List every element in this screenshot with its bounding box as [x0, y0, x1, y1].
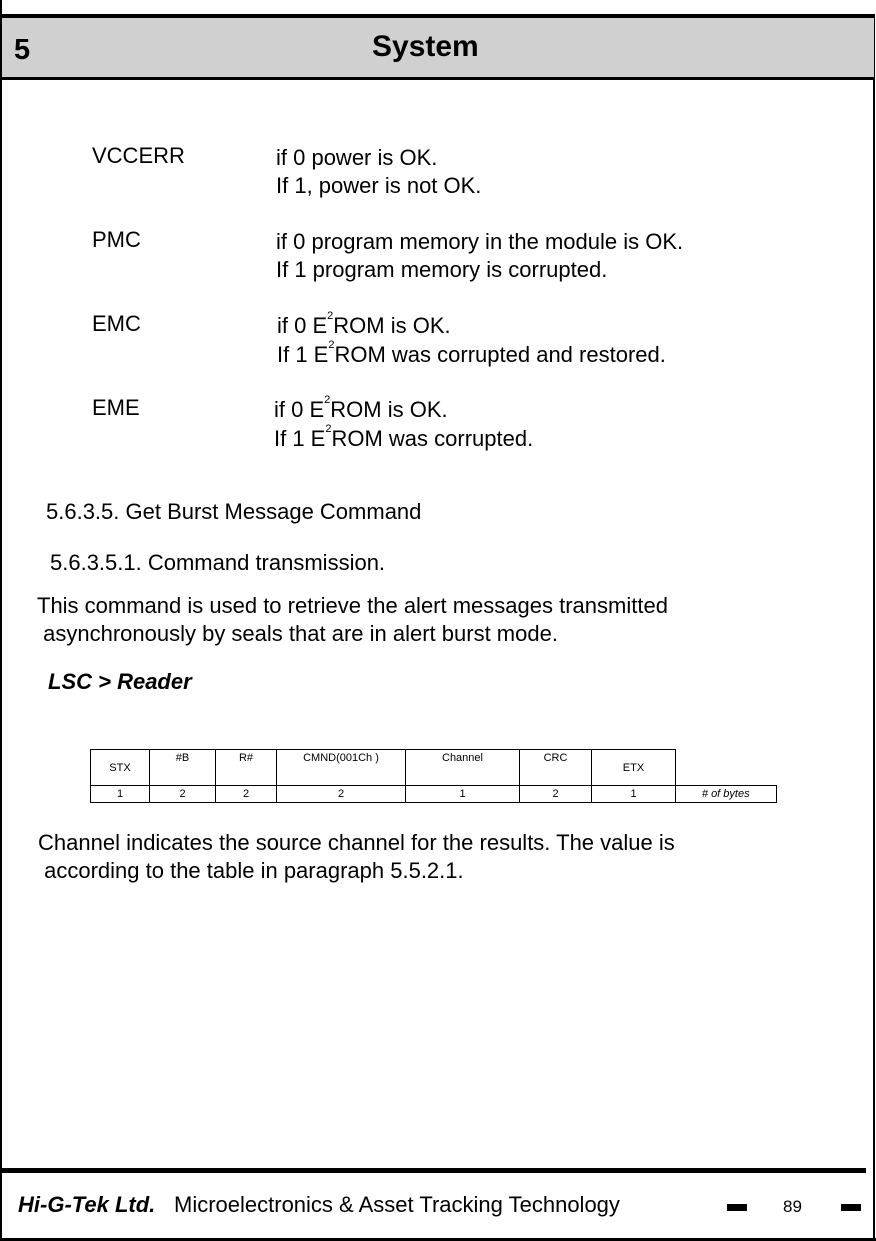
- page-frame-left: [0, 0, 2, 1241]
- flag-desc-line: if 0 $E^2ROM$ is OK.: [274, 394, 448, 422]
- flag-desc-line: If 1 program memory is corrupted.: [276, 257, 608, 282]
- table-row: [91, 750, 777, 786]
- table-cell: 2: [150, 786, 216, 803]
- table-cell: #B: [150, 750, 216, 786]
- paragraph-line: Channel indicates the source channel for the results. The value is: [38, 830, 675, 855]
- table-cell: ETX: [592, 750, 676, 786]
- chapter-title: System: [372, 30, 479, 63]
- bytes-label: # of bytes: [676, 786, 777, 803]
- flag-desc-line: If 1 $E^2ROM$ was corrupted.: [274, 423, 534, 451]
- table-cell: Channel: [406, 750, 520, 786]
- page-frame-right: [873, 14, 875, 1240]
- footer-rule: [2, 1168, 866, 1173]
- paragraph-line: asynchronously by seals that are in alert burst mode.: [37, 621, 558, 646]
- table-cell: 1: [91, 786, 150, 803]
- table-cell: 2: [277, 786, 406, 803]
- table-cell: 1: [592, 786, 676, 803]
- table-cell: 1: [406, 786, 520, 803]
- page-number: 89: [783, 1197, 802, 1216]
- table-row: [91, 786, 777, 803]
- footer-tagline: Microelectronics & Asset Tracking Technology: [174, 1192, 620, 1217]
- direction-label: LSC > Reader: [48, 669, 192, 694]
- footer-mark-left: [727, 1204, 747, 1211]
- flag-desc-line: if 0 $E^2ROM$ is OK.: [277, 310, 451, 338]
- flag-desc-line: If 1 $E^2ROM$ was corrupted and restored.: [277, 339, 666, 367]
- flag-term-eme: EME: [92, 395, 140, 420]
- flag-term-emc: EMC: [92, 311, 141, 336]
- footer-mark-right: [841, 1204, 861, 1211]
- table-cell-empty: [676, 750, 777, 786]
- footer-company: Hi-G-Tek Ltd.: [18, 1192, 156, 1217]
- table-cell: 2: [520, 786, 592, 803]
- flag-desc-line: if 0 program memory in the module is OK.: [276, 229, 684, 254]
- paragraph-line: This command is used to retrieve the alert messages transmitted: [37, 593, 668, 618]
- flag-desc-line: if 0 power is OK.: [276, 145, 438, 170]
- table-cell: CRC: [520, 750, 592, 786]
- table-cell: STX: [91, 750, 150, 786]
- flag-desc-line: If 1, power is not OK.: [276, 173, 482, 198]
- paragraph-line: according to the table in paragraph 5.5.2.1.: [38, 858, 464, 883]
- section-heading: 5.6.3.5. Get Burst Message Command: [46, 499, 422, 524]
- flag-term-vccerr: VCCERR: [92, 143, 185, 168]
- table-cell: CMND(001Ch ): [277, 750, 406, 786]
- table-cell: 2: [216, 786, 277, 803]
- flag-term-pmc: PMC: [92, 227, 141, 252]
- table-cell: R#: [216, 750, 277, 786]
- chapter-number: 5: [14, 34, 31, 66]
- chapter-header: [2, 14, 874, 80]
- subsection-heading: 5.6.3.5.1. Command transmission.: [50, 550, 386, 575]
- command-frame-table: [90, 749, 777, 803]
